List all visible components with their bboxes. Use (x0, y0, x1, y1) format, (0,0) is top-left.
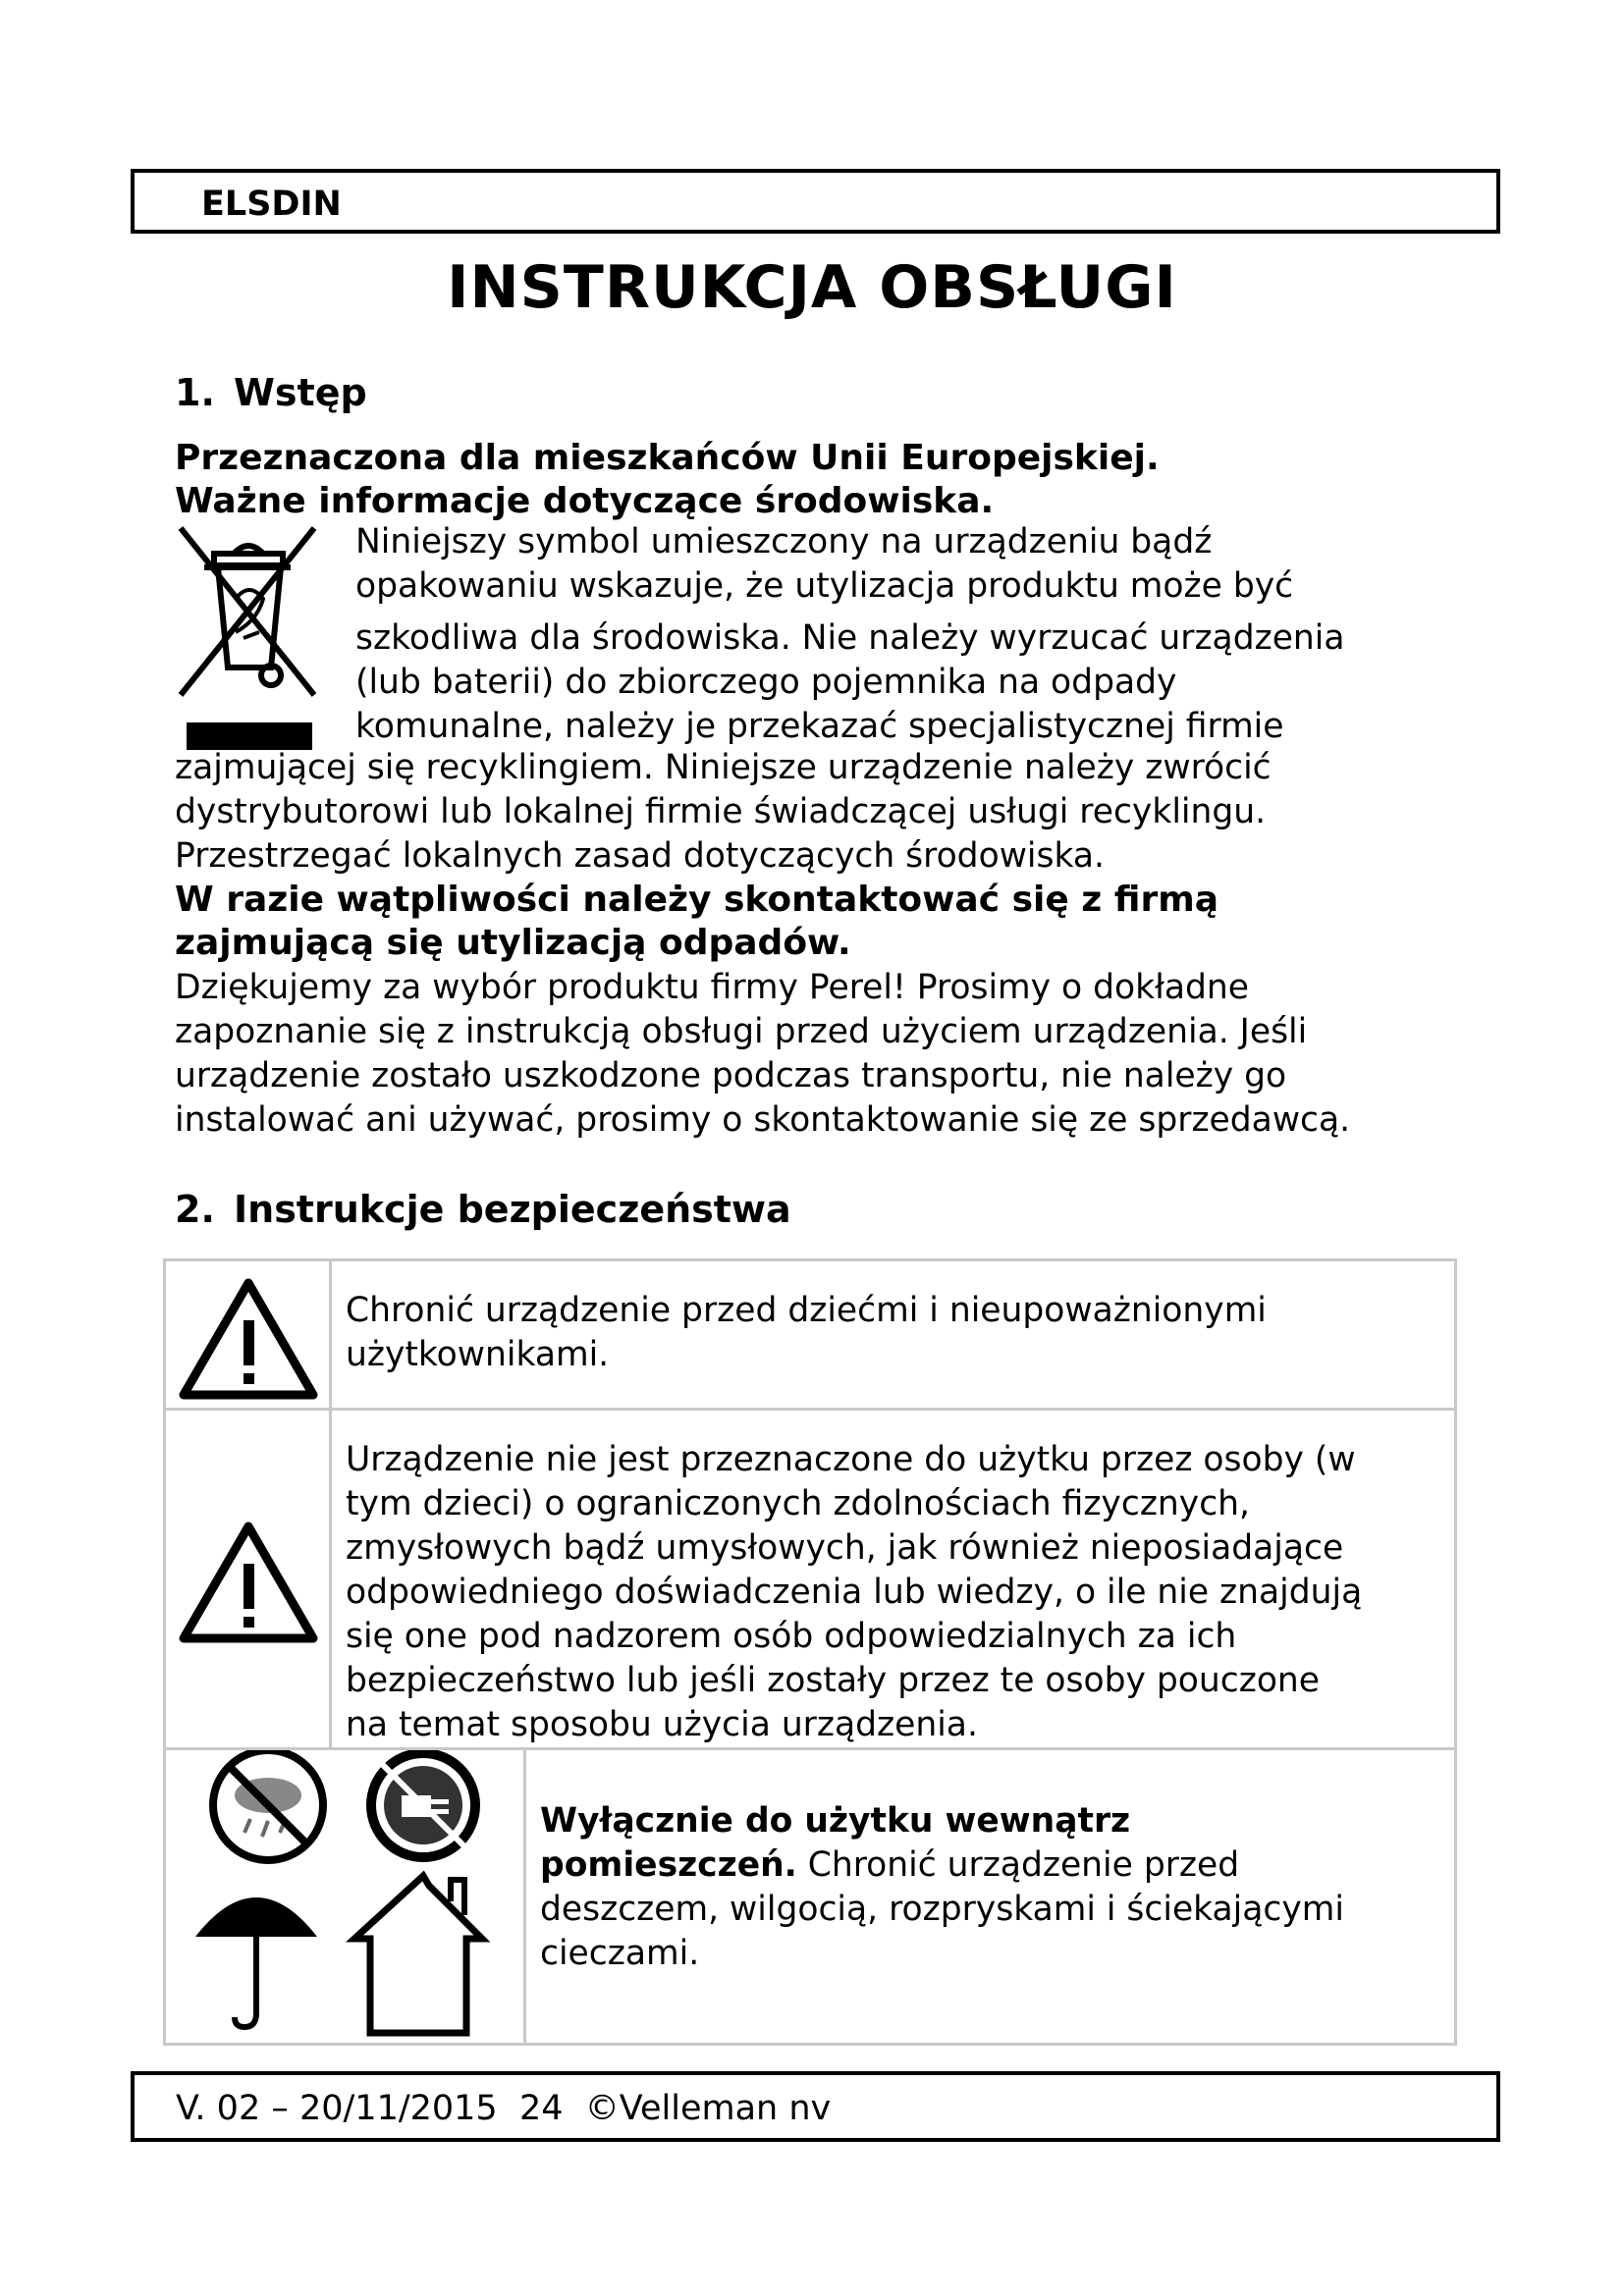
safety-text-line: Urządzenie nie jest przeznaczone do użytku przez osoby (w (346, 1440, 1356, 1479)
header-box (131, 169, 1500, 234)
icon-cell (166, 1411, 332, 1747)
text-cell (332, 1261, 1267, 1408)
safety-text-line: deszczem, wilgocią, rozpryskami i ściekającymi (540, 1890, 1344, 1929)
thanks-paragraph (175, 966, 1350, 1143)
safety-text-line: bezpieczeństwo lub jeśli zostały przez te osoby pouczone (346, 1661, 1321, 1700)
section-2-title: Instrukcje bezpieczeństwa (234, 1188, 791, 1231)
weee-text-line: komunalne, należy je przekazać specjalistycznej firmie (355, 707, 1284, 746)
weee-text-line: Niniejszy symbol umieszczony na urządzeniu bądź (355, 522, 1213, 561)
safety-text-line: cieczami. (540, 1934, 700, 1973)
icon-cell (166, 1261, 332, 1408)
house-icon (354, 1876, 482, 2033)
safety-table (163, 1258, 1457, 2046)
weee-text-line: Przestrzegać lokalnych zasad dotyczących środowiska. (175, 836, 1105, 876)
footer-version-text: V. 02 – 20/11/2015 24 ©Velleman nv (176, 2089, 832, 2128)
weee-text-line: opakowaniu wskazuje, że utylizacja produktu może być (355, 566, 1294, 606)
safety-text-line: odpowiedniego doświadczenia lub wiedzy, o ile nie znajdują (346, 1573, 1363, 1612)
weee-text-line: (lub baterii) do zbiorczego pojemnika na odpady (355, 663, 1177, 702)
safety-text-line: na temat sposobu użycia urządzenia. (346, 1705, 978, 1744)
safety-row-children (166, 1261, 1454, 1411)
eu-notice-line-1: Przeznaczona dla mieszkańców Unii Europejskiej. (175, 438, 1160, 478)
weee-text-continued (175, 746, 1272, 879)
safety-text-line: Chronić urządzenie przed dziećmi i nieupoważnionymi (346, 1291, 1267, 1330)
safety-text-line (540, 1799, 1344, 1843)
eu-notice-line-2: Ważne informacje dotyczące środowiska. (175, 481, 995, 521)
safety-row-persons (166, 1411, 1454, 1750)
warning-triangle-icon (166, 1411, 332, 1747)
doubt-notice-line-1: W razie wątpliwości należy skontaktować się z firmą (175, 880, 1219, 920)
warning-triangle-icon (166, 1261, 332, 1408)
weee-symbol-text (355, 520, 1345, 749)
indoor-use-icons (166, 1750, 526, 2041)
page-title: INSTRUKCJA OBSŁUGI (447, 253, 1177, 322)
safety-text-line: użytkownikami. (346, 1335, 610, 1374)
weee-text-line: zajmującej się recyklingiem. Niniejsze urządzenie należy zwrócić (175, 748, 1272, 787)
text-cell (526, 1750, 1344, 2043)
footer-box (131, 2071, 1500, 2142)
safety-text-line: się one pod nadzorem osób odpowiedzialnych za ich (346, 1617, 1237, 1656)
indoor-bold-text: pomieszczeń. (540, 1845, 797, 1885)
weee-crossed-bin-icon (175, 520, 320, 756)
safety-text-line: tym dzieci) o ograniczonych zdolnościach fizycznych, (346, 1484, 1251, 1523)
brand-name: ELSDIN (201, 185, 342, 224)
thanks-line: zapoznanie się z instrukcją obsługi przed użyciem urządzenia. Jeśli (175, 1012, 1308, 1051)
no-rain-icon (213, 1750, 323, 1860)
section-1-number: 1. (175, 371, 215, 414)
doubt-notice-line-2: zajmującą się utylizacją odpadów. (175, 923, 851, 963)
umbrella-icon (195, 1897, 317, 2027)
indoor-text: Chronić urządzenie przed (796, 1845, 1240, 1885)
weee-text-line: szkodliwa dla środowiska. Nie należy wyrzucać urządzenia (355, 618, 1345, 658)
section-2-number: 2. (175, 1188, 215, 1231)
icon-cell (166, 1750, 526, 2043)
section-2-heading (175, 1188, 791, 1231)
indoor-bold-text: Wyłącznie do użytku wewnątrz (540, 1801, 1131, 1841)
thanks-line: instalować ani używać, prosimy o skontaktowanie się ze sprzedawcą. (175, 1100, 1351, 1140)
thanks-line: urządzenie zostało uszkodzone podczas transportu, nie należy go (175, 1056, 1287, 1095)
text-cell (332, 1411, 1362, 1747)
no-water-plug-icon (366, 1750, 480, 1862)
section-1-heading (175, 371, 367, 414)
safety-row-indoor (166, 1750, 1454, 2043)
safety-text-line (540, 1843, 1344, 1888)
thanks-line: Dziękujemy za wybór produktu firmy Perel! Prosimy o dokładne (175, 968, 1250, 1007)
section-1-title: Wstęp (234, 371, 367, 414)
safety-text-line: zmysłowych bądź umysłowych, jak również nieposiadające (346, 1528, 1344, 1568)
weee-text-line: dystrybutorowi lub lokalnej firmie świadczącej usługi recyklingu. (175, 792, 1267, 831)
